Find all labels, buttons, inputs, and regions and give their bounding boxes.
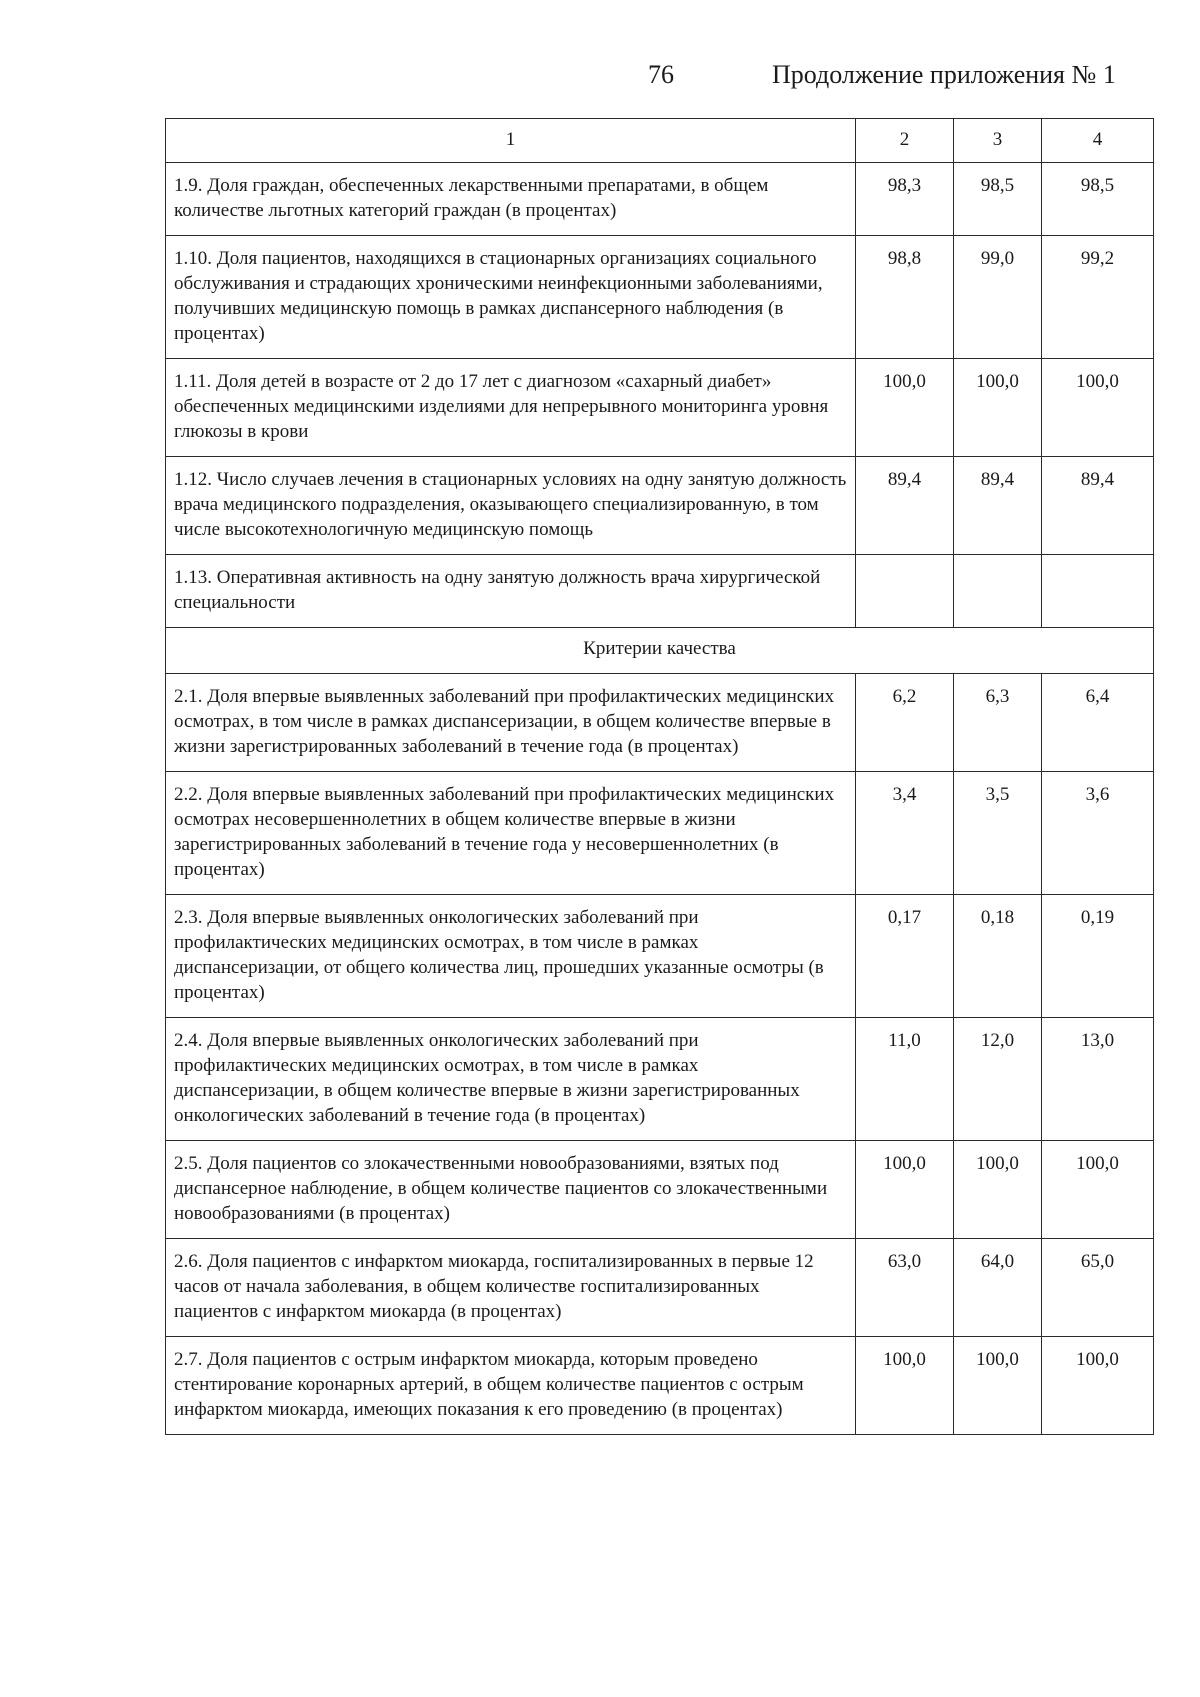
indicator-label: 1.11. Доля детей в возрасте от 2 до 17 лет с диагнозом «сахарный диабет» обеспеченных медицинскими изделиями для непрерывного мониторинга уровня глюкозы в крови [166,359,856,457]
table-row [166,1239,1154,1337]
value-col-4: 65,0 [1042,1239,1154,1337]
indicator-label: 2.1. Доля впервые выявленных заболеваний при профилактических медицинских осмотрах, в том числе в рамках диспансеризации, в общем количестве впервые в жизни зарегистрированных заболеваний в течение года (в процентах) [166,674,856,772]
value-col-3: 64,0 [954,1239,1042,1337]
value-col-4: 13,0 [1042,1018,1154,1141]
value-col-3: 98,5 [954,163,1042,236]
indicator-label: 1.12. Число случаев лечения в стационарных условиях на одну занятую должность врача медицинского подразделения, оказывающего специализированную, в том числе высокотехнологичную медицинскую помощь [166,457,856,555]
value-col-4: 0,19 [1042,895,1154,1018]
table-row [166,555,1154,628]
value-col-4: 89,4 [1042,457,1154,555]
indicator-label: 1.10. Доля пациентов, находящихся в стационарных организациях социального обслуживания и страдающих хроническими неинфекционными заболеваниями, получивших медицинскую помощь в рамках диспансерного наблюдения (в процентах) [166,236,856,359]
table-row [166,1141,1154,1239]
column-header: 2 [856,119,954,163]
table-row [166,674,1154,772]
value-col-2: 89,4 [856,457,954,555]
value-col-4: 99,2 [1042,236,1154,359]
value-col-2: 0,17 [856,895,954,1018]
value-col-3: 89,4 [954,457,1042,555]
value-col-4: 100,0 [1042,359,1154,457]
column-header: 1 [166,119,856,163]
value-col-3: 0,18 [954,895,1042,1018]
section-title: Критерии качества [166,628,1154,674]
value-col-2: 11,0 [856,1018,954,1141]
value-col-2 [856,555,954,628]
table-row [166,1018,1154,1141]
indicator-label: 1.9. Доля граждан, обеспеченных лекарственными препаратами, в общем количестве льготных категорий граждан (в процентах) [166,163,856,236]
value-col-2: 3,4 [856,772,954,895]
value-col-2: 98,8 [856,236,954,359]
value-col-4: 6,4 [1042,674,1154,772]
value-col-4: 98,5 [1042,163,1154,236]
table-row [166,359,1154,457]
value-col-4: 100,0 [1042,1337,1154,1435]
section-header-row [166,628,1154,674]
column-header: 4 [1042,119,1154,163]
table-row [166,457,1154,555]
page-number: 76 [648,60,674,89]
appendix-continuation-title: Продолжение приложения № 1 [772,60,1116,89]
value-col-3: 100,0 [954,359,1042,457]
value-col-3: 99,0 [954,236,1042,359]
table-header-row [166,119,1154,163]
indicator-label: 2.4. Доля впервые выявленных онкологических заболеваний при профилактических медицинских осмотрах, в том числе в рамках диспансеризации, в общем количестве впервые в жизни зарегистрированных онкологических заболеваний в течение года (в процентах) [166,1018,856,1141]
value-col-2: 100,0 [856,1337,954,1435]
value-col-2: 6,2 [856,674,954,772]
value-col-3: 100,0 [954,1141,1042,1239]
value-col-2: 100,0 [856,359,954,457]
value-col-3 [954,555,1042,628]
indicator-label: 2.3. Доля впервые выявленных онкологических заболеваний при профилактических медицинских осмотрах, в том числе в рамках диспансеризации, от общего количества лиц, прошедших указанные осмотры (в процентах) [166,895,856,1018]
table-row [166,772,1154,895]
value-col-4: 100,0 [1042,1141,1154,1239]
value-col-4: 3,6 [1042,772,1154,895]
value-col-3: 3,5 [954,772,1042,895]
value-col-4 [1042,555,1154,628]
table-row [166,895,1154,1018]
value-col-2: 100,0 [856,1141,954,1239]
table-row [166,1337,1154,1435]
value-col-2: 98,3 [856,163,954,236]
value-col-3: 100,0 [954,1337,1042,1435]
table-row [166,236,1154,359]
column-header: 3 [954,119,1042,163]
value-col-3: 6,3 [954,674,1042,772]
indicator-label: 2.5. Доля пациентов со злокачественными новообразованиями, взятых под диспансерное наблюдение, в общем количестве пациентов со злокачественными новообразованиями (в процентах) [166,1141,856,1239]
indicator-label: 2.2. Доля впервые выявленных заболеваний при профилактических медицинских осмотрах несовершеннолетних в общем количестве впервые в жизни зарегистрированных заболеваний в течение года у несовершеннолетних (в процентах) [166,772,856,895]
indicator-label: 2.7. Доля пациентов с острым инфарктом миокарда, которым проведено стентирование коронарных артерий, в общем количестве пациентов с острым инфарктом миокарда, имеющих показания к его проведению (в процентах) [166,1337,856,1435]
indicators-table [165,118,1154,1435]
value-col-2: 63,0 [856,1239,954,1337]
indicator-label: 2.6. Доля пациентов с инфарктом миокарда, госпитализированных в первые 12 часов от начала заболевания, в общем количестве госпитализированных пациентов с инфарктом миокарда (в процентах) [166,1239,856,1337]
table-row [166,163,1154,236]
value-col-3: 12,0 [954,1018,1042,1141]
indicator-label: 1.13. Оперативная активность на одну занятую должность врача хирургической специальности [166,555,856,628]
